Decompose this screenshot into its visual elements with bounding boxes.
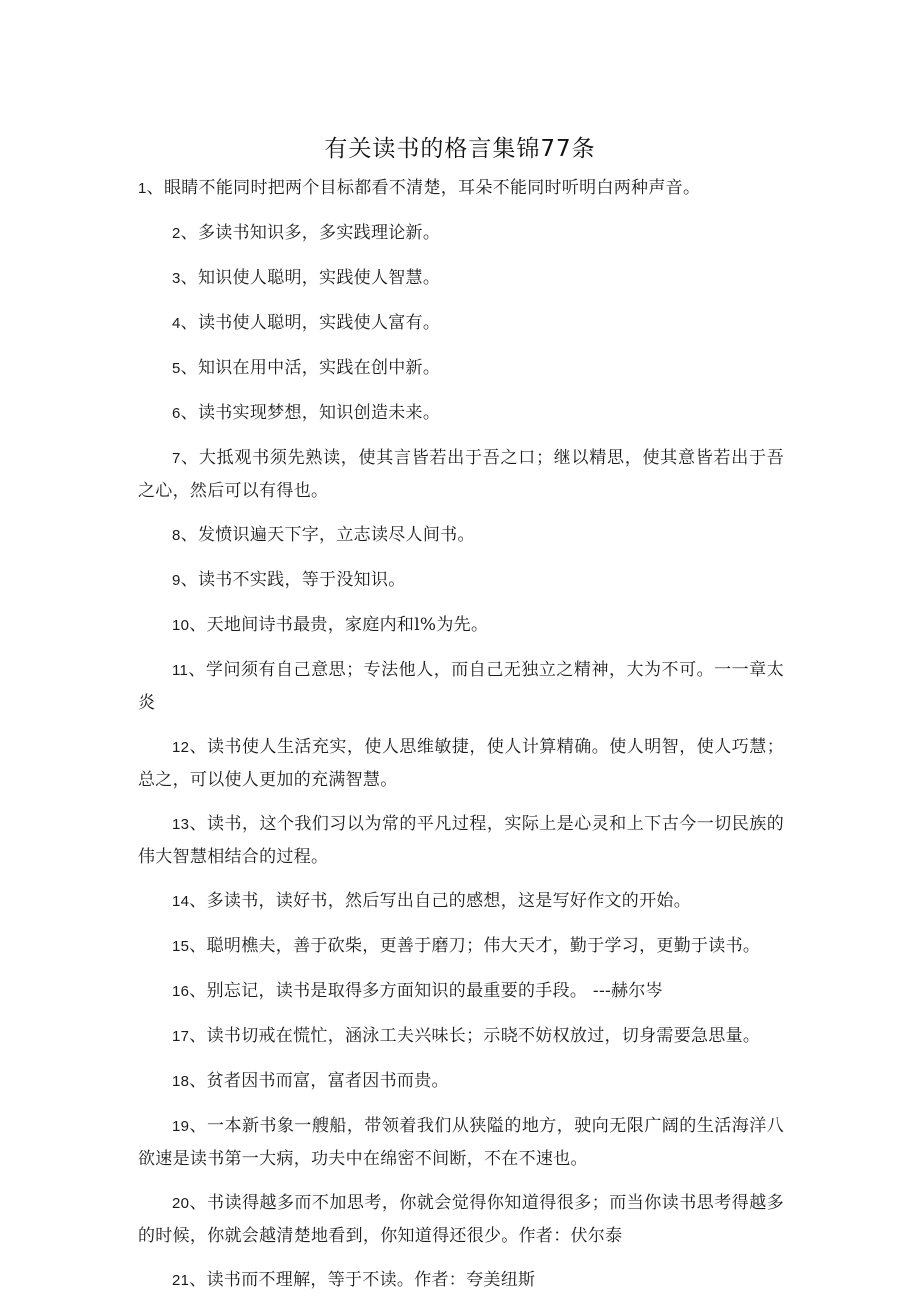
quote-text: 、读书不实践，等于没知识。 <box>180 570 406 590</box>
quote-text: 、读书切戒在慌忙，涵泳工夫兴味长；示晓不妨权放过，切身需要急思量。 <box>189 1026 761 1046</box>
quote-number: 18 <box>172 1073 190 1090</box>
quote-item <box>138 442 784 507</box>
page-title: 有关读书的格言集锦77条 <box>324 136 596 162</box>
quote-number: 2 <box>172 225 181 242</box>
quote-text: 、多读书，读好书，然后写出自己的感想，这是写好作文的开始。 <box>189 891 691 911</box>
quote-text: 、读书使人生活充实，使人思维敏捷，使人计算精确。使人明智，使人巧慧；总之，可以使人更加的充满智慧。 <box>138 737 784 790</box>
quote-text: 、读书而不理解，等于不读。作者：夸美纽斯 <box>189 1270 536 1290</box>
quote-text: 、书读得越多而不加思考，你就会觉得你知道得很多；而当你读书思考得越多的时候，你就会越清楚地看到，你知道得还很少。作者：伏尔泰 <box>138 1193 784 1246</box>
quote-number: 9 <box>172 572 181 589</box>
quote-item <box>138 352 784 385</box>
quote-number: 16 <box>172 983 190 1000</box>
quote-number: 10 <box>172 617 190 634</box>
quote-text: 、多读书知识多，多实践理论新。 <box>180 223 441 243</box>
quote-item <box>138 564 784 597</box>
quote-number: 6 <box>172 405 181 422</box>
quote-item <box>138 654 784 719</box>
quote-list <box>138 172 784 1309</box>
quote-item <box>138 307 784 340</box>
quote-text: 、大抵观书须先熟读，使其言皆若出于吾之口；继以精思，使其意皆若出于吾之心，然后可以有得也。 <box>138 448 784 501</box>
quote-number: 5 <box>172 360 181 377</box>
quote-item <box>138 975 784 1008</box>
quote-text: 、聪明樵夫，善于砍柴，更善于磨刀；伟大天才，勤于学习，更勤于读书。 <box>189 936 761 956</box>
quote-number: 7 <box>172 450 181 467</box>
quote-text: 、眼睛不能同时把两个目标都看不清楚，耳朵不能同时听明白两种声音。 <box>146 178 701 198</box>
quote-number: 12 <box>172 739 190 756</box>
quote-text: 、学问须有自己意思；专法他人，而自己无独立之精神，大为不可。一一章太炎 <box>138 660 784 713</box>
quote-number: 19 <box>172 1118 190 1135</box>
quote-number: 15 <box>172 938 190 955</box>
quote-text: 、一本新书象一艘船，带领着我们从狭隘的地方，驶向无限广阔的生活海洋八欲速是读书第一大病，功夫中在绵密不间断，不在不速也。 <box>138 1116 784 1169</box>
quote-item <box>138 885 784 918</box>
quote-text: 、知识使人聪明，实践使人智慧。 <box>180 268 441 288</box>
quote-text: 、发愤识遍天下字，立志读尽人间书。 <box>180 525 475 545</box>
quote-number: 8 <box>172 527 181 544</box>
quote-item <box>138 217 784 250</box>
quote-item <box>138 1065 784 1098</box>
quote-item <box>138 172 784 205</box>
quote-item <box>138 519 784 552</box>
quote-number: 14 <box>172 893 190 910</box>
quote-number: 1 <box>138 180 147 197</box>
quote-number: 21 <box>172 1272 190 1289</box>
quote-item <box>138 731 784 796</box>
quote-text: 、天地间诗书最贵，家庭内和l%为先。 <box>189 615 489 635</box>
quote-number: 4 <box>172 315 181 332</box>
quote-number: 13 <box>172 816 190 833</box>
quote-number: 3 <box>172 270 181 287</box>
quote-text: 、读书实现梦想，知识创造未来。 <box>180 403 441 423</box>
quote-number: 17 <box>172 1028 190 1045</box>
quote-text: 、别忘记，读书是取得多方面知识的最重要的手段。 ---赫尔岑 <box>189 981 663 1001</box>
quote-text: 、知识在用中活，实践在创中新。 <box>180 358 441 378</box>
quote-item <box>138 1264 784 1297</box>
quote-item <box>138 1020 784 1053</box>
quote-number: 11 <box>172 662 189 679</box>
quote-text: 、读书，这个我们习以为常的平凡过程，实际上是心灵和上下古今一切民族的伟大智慧相结合的过程。 <box>138 814 784 867</box>
quote-item <box>138 930 784 963</box>
quote-number: 20 <box>172 1195 190 1212</box>
quote-item <box>138 1110 784 1175</box>
quote-item <box>138 808 784 873</box>
quote-item <box>138 397 784 430</box>
quote-text: 、贫者因书而富，富者因书而贵。 <box>189 1071 449 1091</box>
quote-text: 、读书使人聪明，实践使人富有。 <box>180 313 441 333</box>
quote-item <box>138 609 784 642</box>
quote-item <box>138 262 784 295</box>
quote-item <box>138 1187 784 1252</box>
